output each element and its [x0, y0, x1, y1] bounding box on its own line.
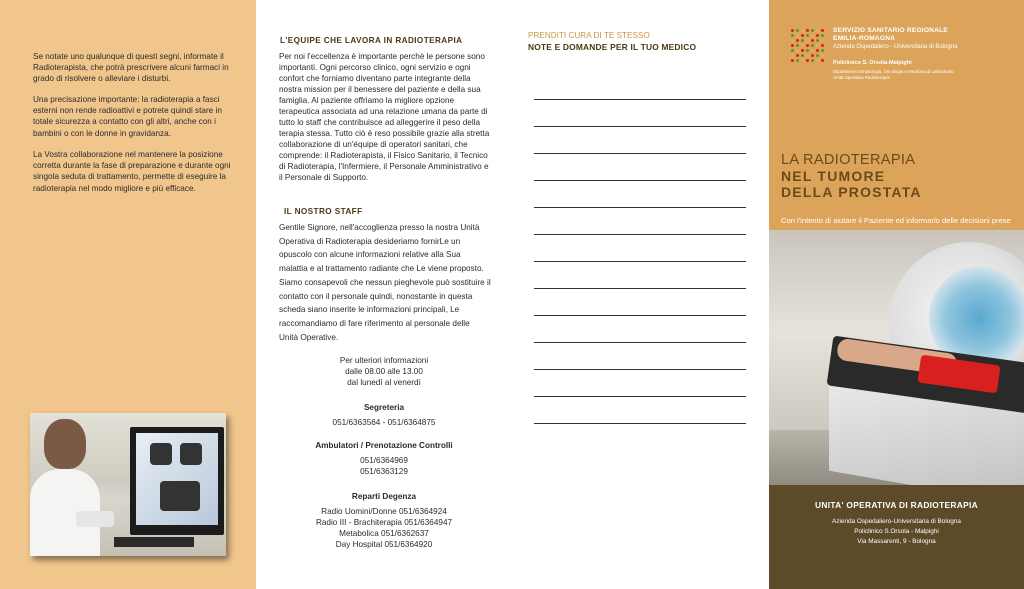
logo-dot — [806, 54, 809, 57]
org-line-4: Policlinico S. Orsola-Malpighi — [833, 60, 912, 66]
logo-dot — [806, 59, 809, 62]
regional-logo-icon — [791, 29, 825, 61]
equipe-heading: L'EQUIPE CHE LAVORA IN RADIOTERAPIA — [280, 36, 463, 45]
notes-panel — [512, 0, 769, 589]
note-line — [534, 315, 746, 316]
logo-dot — [801, 54, 804, 57]
cover-tagline: Con l'intento di aiutare il Paziente ed informarlo delle decisioni prese — [781, 216, 1011, 225]
logo-dot — [816, 44, 819, 47]
logo-dot — [806, 39, 809, 42]
logo-dot — [811, 49, 814, 52]
info-hours — [256, 355, 512, 388]
org-line-1: SERVIZIO SANITARIO REGIONALE — [833, 27, 948, 34]
logo-dot — [806, 34, 809, 37]
logo-dot — [796, 39, 799, 42]
org-line-3: Azienda Ospedaliero - Universitaria di Bologna — [833, 44, 958, 50]
logo-dot — [821, 49, 824, 52]
info-line: dalle 08.00 alle 13.00 — [345, 367, 423, 376]
logo-dot — [801, 49, 804, 52]
reparti-label: Reparti Degenza — [351, 492, 417, 501]
logo-dot — [796, 54, 799, 57]
ambulatori-block — [256, 440, 512, 477]
reparti-line: Radio Uomini/Donne 051/6364924 — [321, 507, 447, 516]
logo-dot — [791, 39, 794, 42]
reparti-line: Day Hospital 051/6364920 — [335, 540, 433, 549]
logo-dot — [801, 39, 804, 42]
note-line — [534, 342, 746, 343]
staff-text: Gentile Signore, nell'accoglienza presso la nostra Unità Operativa di Radioterapia desideriamo fornirLe un opuscolo con alcune informazioni relative alla Sua malattia e al trattamento radiante che Le viene proposto. Siamo consapevoli che nessun pieghevole può sostituire il contatto con il personale quindi, nonostante in questa scheda siano inserite le informazioni principali, Le raccomandiamo di fare riferimento al personale delle Unità Operative. — [279, 223, 491, 342]
logo-dot — [801, 59, 804, 62]
logo-dot — [821, 59, 824, 62]
note-line — [534, 261, 746, 262]
info-line: Per ulteriori informazioni — [339, 356, 429, 365]
logo-dot — [801, 29, 804, 32]
logo-dot — [796, 34, 799, 37]
doctor-at-monitor-photo — [30, 413, 226, 556]
safety-paragraph: Una precisazione importante: la radioterapia a fasci esterni non rende radioattivi e potrete quindi stare in totale sicurezza a contatto con gli altri, anche con i bambini o con le donne in gravidanza. — [33, 95, 222, 138]
note-line — [534, 153, 746, 154]
org-line-6: Unità Operativa Radioterapia — [833, 75, 890, 80]
note-line — [534, 99, 746, 100]
note-line — [534, 207, 746, 208]
ambulatori-label: Ambulatori / Prenotazione Controlli — [315, 441, 453, 450]
logo-dot — [791, 49, 794, 52]
reparti-block — [256, 491, 512, 550]
logo-dot — [816, 59, 819, 62]
symptoms-paragraph: Se notate uno qualunque di questi segni, informate il Radioterapista, che potrà prescrivere alcuni farmaci in grado di risolvere o alleviare i disturbi. — [33, 52, 229, 84]
logo-dot — [796, 29, 799, 32]
logo-dot — [816, 29, 819, 32]
unit-name: UNITA' OPERATIVA DI RADIOTERAPIA — [815, 500, 978, 510]
logo-dot — [816, 34, 819, 37]
logo-dot — [821, 44, 824, 47]
note-line — [534, 369, 746, 370]
segreteria-block — [256, 402, 512, 428]
logo-dot — [791, 59, 794, 62]
cover-panel — [769, 0, 1024, 589]
ambulatori-phone: 051/6364969 — [360, 456, 408, 465]
logo-dot — [821, 54, 824, 57]
logo-dot — [796, 59, 799, 62]
org-line-5: Dipartimento Ematologia, Oncologia e Medicina di Laboratorio — [833, 69, 954, 74]
address-line: Azienda Ospedaliero-Universitaria di Bologna — [832, 518, 961, 525]
logo-dot — [796, 44, 799, 47]
info-line: dal lunedì al venerdì — [347, 378, 421, 387]
ambulatori-phone: 051/6363129 — [360, 467, 408, 476]
logo-dot — [821, 34, 824, 37]
note-line — [534, 288, 746, 289]
logo-dot — [791, 54, 794, 57]
reparti-line: Metabolica 051/6362637 — [339, 529, 429, 538]
left-panel — [0, 0, 256, 589]
org-line-2: EMILIA-ROMAGNA — [833, 35, 896, 42]
logo-dot — [811, 29, 814, 32]
logo-dot — [811, 44, 814, 47]
cover-title-line-1: LA RADIOTERAPIA — [781, 152, 916, 168]
notes-title: NOTE E DOMANDE PER IL TUO MEDICO — [528, 42, 697, 52]
logo-dot — [801, 34, 804, 37]
note-line — [534, 180, 746, 181]
logo-dot — [791, 34, 794, 37]
collaboration-paragraph: La Vostra collaborazione nel mantenere la posizione corretta durante la fase di preparazione e durante ogni singola seduta di trattamento, permette di eseguire la radioterapia nel modo migliore e più efficace. — [33, 150, 231, 193]
logo-dot — [811, 39, 814, 42]
logo-dot — [806, 44, 809, 47]
note-line — [534, 234, 746, 235]
logo-dot — [811, 34, 814, 37]
logo-dot — [816, 39, 819, 42]
reparti-line: Radio III - Brachiterapia 051/6364947 — [315, 518, 453, 527]
linear-accelerator-photo — [769, 230, 1024, 485]
logo-dot — [811, 54, 814, 57]
note-line — [534, 396, 746, 397]
logo-dot — [791, 44, 794, 47]
logo-dot — [821, 29, 824, 32]
notes-pre-title: PRENDITI CURA DI TE STESSO — [528, 31, 650, 40]
logo-dot — [806, 49, 809, 52]
middle-left-panel — [256, 0, 512, 589]
cover-title-line-3: DELLA PROSTATA — [781, 184, 922, 200]
cover-title-line-2: NEL TUMORE — [781, 168, 886, 184]
note-line — [534, 126, 746, 127]
note-line — [534, 423, 746, 424]
segreteria-label: Segreteria — [363, 403, 405, 412]
logo-dot — [821, 39, 824, 42]
logo-dot — [811, 59, 814, 62]
logo-dot — [806, 29, 809, 32]
staff-heading: IL NOSTRO STAFF — [284, 207, 363, 216]
equipe-text: Per noi l'eccellenza è importante perchè le persone sono importanti. Ogni percorso clinico, ogni servizio e ogni confort che forniamo diventano parte integrante della nostra mission per il benessere del paziente e della sua famiglia. Al paziente offriamo la migliore opzione terapeutica associata ad una relazione umana da parte di tutto lo staff che contribuisce ad alleggerire il peso della terapia stessa. Tutto ciò è reso possibile grazie alla stretta collaborazione di un'équipe di operatori sanitari, che comprende: il Radioterapista, il Fisico Sanitario, il Tecnico di Radioterapia, l'Infermiere, il Personale Amministrativo e il Personale di Supporto. — [279, 52, 490, 182]
logo-dot — [816, 54, 819, 57]
logo-dot — [791, 29, 794, 32]
logo-dot — [816, 49, 819, 52]
logo-dot — [801, 44, 804, 47]
segreteria-phones: 051/6363564 - 051/6364875 — [332, 418, 436, 427]
address-line: Policlinico S.Orsola - Malpighi — [854, 528, 939, 535]
logo-dot — [796, 49, 799, 52]
address-line: Via Massarenti, 9 - Bologna — [857, 538, 936, 545]
